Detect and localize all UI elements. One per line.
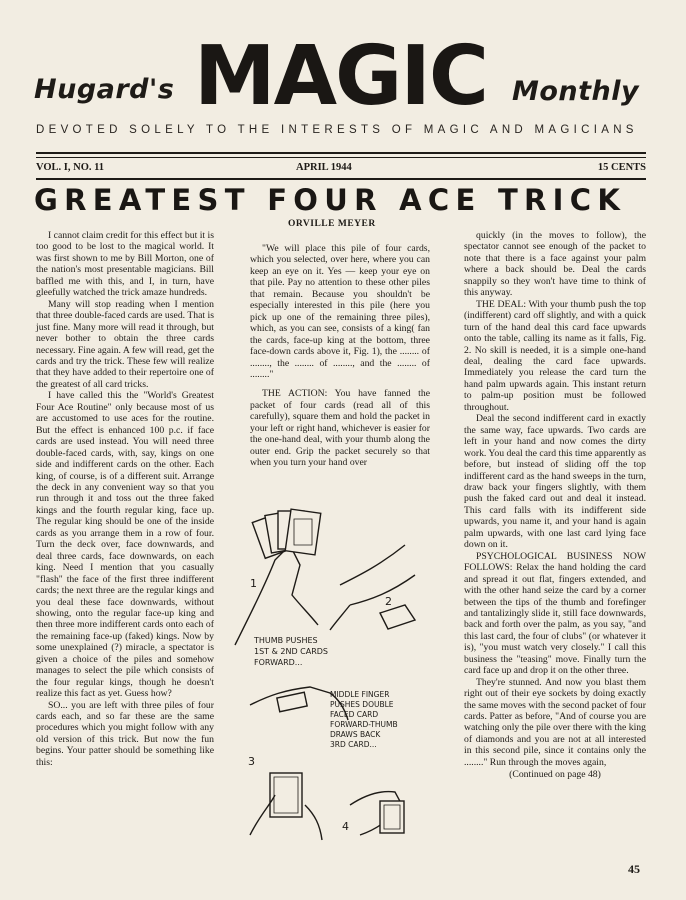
paragraph: SO... you are left with three piles of four cards each, and so far these are the same procedures which you might follow with any old version of this trick. But now the fun begins. Your patter should be something like this:: [36, 699, 214, 768]
issue-date: APRIL 1944: [296, 162, 352, 173]
fig-label-4: 4: [342, 820, 349, 833]
fig-label-1: 1: [250, 577, 257, 590]
issue-line: [36, 162, 646, 176]
paragraph: THE ACTION: You have fanned the packet of four cards (read all of this carefully), square them and hold the packet in your left or right hand, whichever is easier for the one-hand deal, with your thumb along the outer end. Grip the packet securely so that when you turn your hand over: [250, 388, 430, 469]
fig-caption-b-line: MIDDLE FINGER: [330, 690, 390, 699]
paragraph: PSYCHOLOGICAL BUSINESS NOW FOLLOWS: Relax the hand holding the card and spread it out flat, fingers extended, and with the other hand seize the card by a corner between the tips of the thumb and forefinger and tantalizingly slide it, still face downwards, back and forth over the palm, as you say, "and this last card, the four of clubs" (or whatever it is), "you must watch very closely." I call this business the "teasing" move. Finally turn the card face up and drop it on the other three.: [464, 550, 646, 677]
paragraph: Deal the second indifferent card in exactly the same way, face upwards. Two cards are left in your hand and now comes the dirty work. You deal the card this time apparently as before, but instead of sliding off the top indifferent card as the hand sweeps in the turn, draw back your fingers slightly, with them push the faked card out and deal it instead. This card falls with its indifferent side upwards, you name it, and your hand is again palm upwards, with one last card lying face down on it.: [464, 413, 646, 551]
fig-caption-b-line: PUSHES DOUBLE: [330, 700, 394, 709]
paragraph: quickly (in the moves to follow), the spectator cannot see enough of the packet to note that there is a face against your palm where a back should be. Deal the cards snappily so they won't have time to think of this anyway.: [464, 230, 646, 299]
fig-caption-a-line: FORWARD...: [254, 658, 303, 667]
masthead-hugards: Hugard's: [34, 74, 175, 105]
masthead: [34, 29, 654, 124]
fig-label-3: 3: [248, 755, 255, 768]
issue-price: 15 CENTS: [597, 162, 646, 173]
column-1: [36, 230, 214, 768]
rule-under-issue: [36, 178, 646, 180]
article-headline: GREATEST FOUR ACE TRICK: [34, 183, 627, 217]
fig-caption-b-line: DRAWS BACK: [330, 730, 381, 739]
article-byline: ORVILLE MEYER: [288, 219, 376, 229]
paragraph: "We will place this pile of four cards, which you selected, over here, where you can keep an eye on it. Yes — keep your eye on that pile. Pay no attention to these other piles that remain. Because you shouldn't be especially interested in this pile (here you pick up one of the remaining three piles), which, as you can see, consists of a king( fan the cards, face-up king at the bottom, three face-down cards above it, Fig. 1), the ........ of ........, the ........ of ........, and the ........ of ........": [250, 243, 430, 380]
fig-label-2: 2: [385, 595, 392, 608]
masthead-magic: MAGIC: [194, 29, 488, 124]
issue-volume: VOL. I, NO. 11: [36, 162, 105, 173]
paragraph: They're stunned. And now you blast them right out of their eye sockets by doing exactly the same moves with the second packet of four cards. Patter as before, "And of course you are watching only the pile over there with the king of diamonds and you are not at all interested in this second pile, since it contains only the ........" Run through the moves again,: [464, 676, 646, 768]
masthead-monthly: Monthly: [512, 76, 640, 107]
rule-top-thick: [36, 152, 646, 154]
page-number: 45: [628, 862, 640, 876]
rule-top-thin: [36, 157, 646, 158]
fig-caption-b-line: 3RD CARD...: [330, 740, 377, 749]
illustration-figures: [230, 505, 430, 845]
tagline: DEVOTED SOLELY TO THE INTERESTS OF MAGIC AND MAGICIANS: [36, 124, 638, 136]
fig-caption-a-line: THUMB PUSHES: [254, 636, 318, 645]
fig-caption-b-line: FORWARD-THUMB: [330, 720, 398, 729]
illustration-svg: [230, 505, 430, 845]
paragraph: THE DEAL: With your thumb push the top (indifferent) card off slightly, and with a quick turn of the hand deal this card face upwards onto the table, calling its name as it falls, Fig. 2. No skill is needed, it is a simple one-hand deal, dealing the card face upwards. Immediately you release the card turn the hand palm upwards again. This instant return to palm-up position must be followed throughout.: [464, 298, 646, 413]
continued-note: (Continued on page 48): [509, 769, 601, 781]
column-2: [250, 243, 430, 469]
paragraph: I have called this the "World's Greatest Four Ace Routine" only because most of us are accustomed to use aces for the routine. But the effect is enhanced 100 p.c. if face cards are used instead. You will need three double-faced cards, with, say, kings on one side and indifferent cards on the other. Each king, of course, is of a different suit. Arrange the deck in any convenient way so that you run through it and toss out the three faked kings and the fourth regular king, face up. The regular king should be one of the inside cards as you arrange them in a row of four. Turn the deck over, face downwards, and deal three cards, face downwards, on each king. Need I mention that you casually "flash" the face of the first three indifferent cards; the next three are the regular kings and you deal these face downwards, without showing, onto the regular face-up king and then three more indifferent cards onto each of the remaining face-up (faked) kings. Now by some unexplained (?) miracle, a spectator is given a choice of the piles and somehow manages to select the pile which consists of the four regular kings, though he doesn't realize this fact as yet. Guess how?: [36, 390, 214, 700]
fig-caption-b-line: FACED CARD: [330, 710, 379, 719]
paragraph: I cannot claim credit for this effect but it is too good to be lost to the magical world. It was first shown to me by Bill Morton, one of the nation's most presentable magicians. Bill baffled me with this, and I, in turn, have gleefully watched the trick amaze hundreds.: [36, 230, 214, 299]
column-3: [464, 230, 646, 781]
fig-caption-a-line: 1ST & 2ND CARDS: [254, 647, 329, 656]
paragraph: Many will stop reading when I mention that three double-faced cards are used. That is just fine. Many more will read it through, but never bother to obtain the three cards necessary. Fine again. A few will read, get the cards and try the trick. These few will realize that they have added to their repertoire one of the greatest of all card tricks.: [36, 298, 214, 390]
